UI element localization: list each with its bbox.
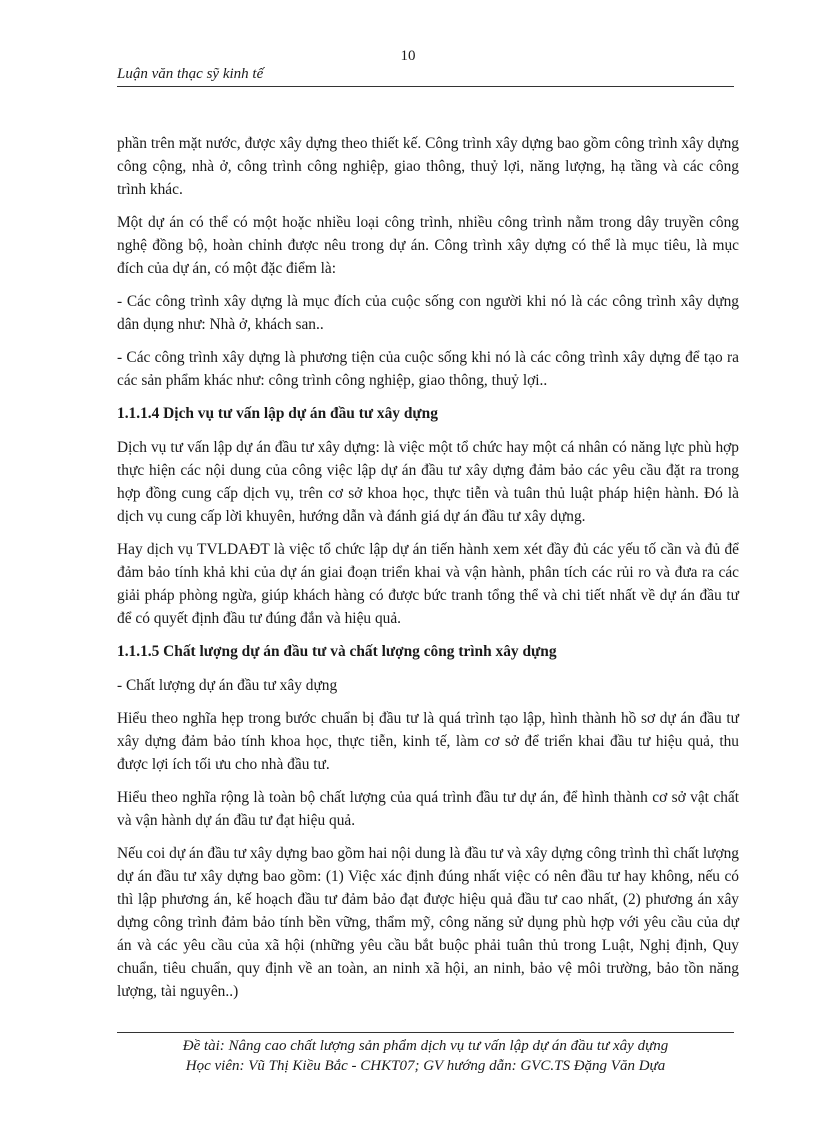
paragraph: Hay dịch vụ TVLDAĐT là việc tổ chức lập dự án tiến hành xem xét đầy đủ các yếu tố cần và đủ để đảm bảo tính khả khi của dự án giai đoạn triển khai và vận hành, phân tích các rủi ro và đưa ra các giải pháp phòng ngừa, giúp khách hàng có được bức tranh tổng thể và chi tiết nhất về dự án đầu tư để có quyết định đầu tư đúng đắn và hiệu quả. — [117, 541, 739, 627]
page-number: 10 — [400, 48, 416, 64]
running-title: Luận văn thạc sỹ kinh tế — [117, 66, 264, 82]
document-body — [117, 132, 739, 1013]
paragraph: - Các công trình xây dựng là mục đích của cuộc sống con người khi nó là các công trình xây dựng dân dụng như: Nhà ở, khách san.. — [117, 293, 739, 333]
paragraph: - Chất lượng dự án đầu tư xây dựng — [117, 677, 338, 694]
footer-thesis-title: Đề tài: Nâng cao chất lượng sản phẩm dịch vụ tư vấn lập dự án đầu tư xây dựng — [182, 1038, 669, 1054]
paragraph: Nếu coi dự án đầu tư xây dựng bao gồm hai nội dung là đầu tư và xây dựng công trình thì chất lượng dự án đầu tư xây dựng bao gồm: (1) Việc xác định đúng nhất việc có nên đầu tư hay không, nếu có thì lập phương án, kế hoạch đầu tư đảm bảo đạt được hiệu quả đầu tư cao nhất, (2) phương án xây dựng công trình đảm bảo tính bền vững, thẩm mỹ, công năng sử dụng phù hợp với yêu cầu của dự án và các yêu cầu của xã hội (những yêu cầu bắt buộc phải tuân thủ trong Luật, Nghị định, Quy chuẩn, tiêu chuẩn, quy định về an toàn, an ninh xã hội, an ninh, bảo vệ môi trường, bảo tồn năng lượng, tài nguyên..) — [117, 845, 739, 1000]
header-divider — [117, 86, 734, 87]
paragraph: Hiểu theo nghĩa rộng là toàn bộ chất lượng của quá trình đầu tư dự án, để hình thành cơ sở vật chất và vận hành dự án đầu tư đạt hiệu quả. — [117, 789, 739, 829]
paragraph: - Các công trình xây dựng là phương tiện của cuộc sống khi nó là các công trình xây dựng để tạo ra các sản phẩm khác như: công trình công nghiệp, giao thông, thuỷ lợi.. — [117, 349, 739, 389]
paragraph: Dịch vụ tư vấn lập dự án đầu tư xây dựng: là việc một tổ chức hay một cá nhân có năng lực phù hợp thực hiện các nội dung của công việc lập dự án đầu tư xây dựng đảm bảo các yêu cầu đặt ra trong hợp đồng cung cấp dịch vụ, trên cơ sở khoa học, thực tiễn và tuân thủ luật pháp hiện hành. Đó là dịch vụ cung cấp lời khuyên, hướng dẫn và đánh giá dự án đầu tư xây dựng. — [117, 439, 739, 525]
footer-divider — [117, 1032, 734, 1033]
page-footer — [117, 1036, 734, 1076]
paragraph: Một dự án có thể có một hoặc nhiều loại công trình, nhiều công trình nằm trong dây truyền công nghệ đồng bộ, hoàn chỉnh được nêu trong dự án. Công trình xây dựng có thể là mục tiêu, là mục đích của dự án, có một đặc điểm là: — [117, 214, 739, 277]
section-heading: 1.1.1.5 Chất lượng dự án đầu tư và chất lượng công trình xây dựng — [117, 643, 557, 660]
paragraph: Hiểu theo nghĩa hẹp trong bước chuẩn bị đầu tư là quá trình tạo lập, hình thành hồ sơ dự án đầu tư xây dựng đảm bảo tính khoa học, thực tiễn, kinh tế, làm cơ sở để triển khai đầu tư hiệu quả, thu được lợi ích tối ưu cho nhà đầu tư. — [117, 710, 739, 773]
section-heading: 1.1.1.4 Dịch vụ tư vấn lập dự án đầu tư xây dựng — [117, 405, 438, 422]
paragraph: phần trên mặt nước, được xây dựng theo thiết kế. Công trình xây dựng bao gồm công trình xây dựng công cộng, nhà ở, công trình công nghiệp, giao thông, thuỷ lợi, năng lượng, hạ tầng và các công trình khác. — [117, 135, 739, 198]
footer-author-line: Học viên: Vũ Thị Kiều Bắc - CHKT07; GV hướng dẫn: GVC.TS Đặng Văn Dựa — [185, 1058, 666, 1074]
